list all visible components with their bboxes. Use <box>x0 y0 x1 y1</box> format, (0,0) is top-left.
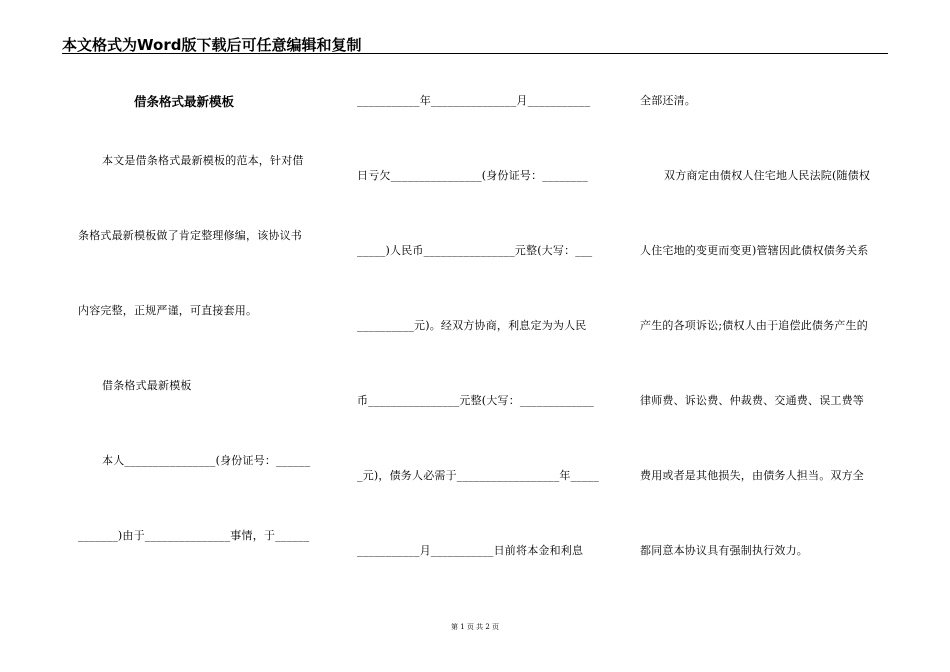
paragraph-line: 币________________元整(大写：_____________ <box>357 394 594 407</box>
paragraph-line: 双方商定由债权人住宅地人民法院(随债权 <box>664 169 871 182</box>
paragraph-line: 日亏欠________________(身份证号：________ <box>357 169 588 182</box>
paragraph-line: 产生的各项诉讼;债权人由于追偿此债务产生的 <box>640 319 868 332</box>
paragraph-line: __________元)。经双方协商，利息定为为人民 <box>357 319 587 332</box>
page-number-footer: 第 1 页 共 2 页 <box>450 623 500 631</box>
paragraph-line: 费用或者是其他损失，由债务人担当。双方全 <box>640 469 864 482</box>
paragraph-line: _______)由于_______________事情，于______ <box>78 529 310 542</box>
paragraph-line: 人住宅地的变更而变更)管辖因此债权债务关系 <box>640 244 869 257</box>
paragraph-line: 本人________________(身份证号：______ <box>102 454 311 467</box>
paragraph-line: ___________月___________日前将本金和利息 <box>357 544 584 557</box>
section-heading: 借条格式最新模板 <box>102 379 192 392</box>
paragraph-line: _元)，债务人必需于__________________年_____ <box>357 469 600 482</box>
document-header: 本文格式为Word版下载后可任意编辑和复制 <box>62 36 362 54</box>
paragraph-line: ___________年_______________月___________ <box>357 94 591 107</box>
header-rule <box>62 53 888 54</box>
paragraph-line: 本文是借条格式最新模板的范本，针对借 <box>102 154 304 167</box>
paragraph-line: 律师费、诉讼费、仲裁费、交通费、误工费等 <box>640 394 864 407</box>
paragraph-line: 全部还清。 <box>640 94 696 107</box>
paragraph-line: 条格式最新模板做了肯定整理修编，该协议书 <box>78 229 302 242</box>
paragraph-line: 内容完整，正规严谨，可直接套用。 <box>78 304 258 317</box>
paragraph-line: 都同意本协议具有强制执行效力。 <box>640 544 808 557</box>
document-title: 借条格式最新模板 <box>134 94 235 109</box>
paragraph-line: _____)人民币________________元整(大写：___ <box>357 244 593 257</box>
